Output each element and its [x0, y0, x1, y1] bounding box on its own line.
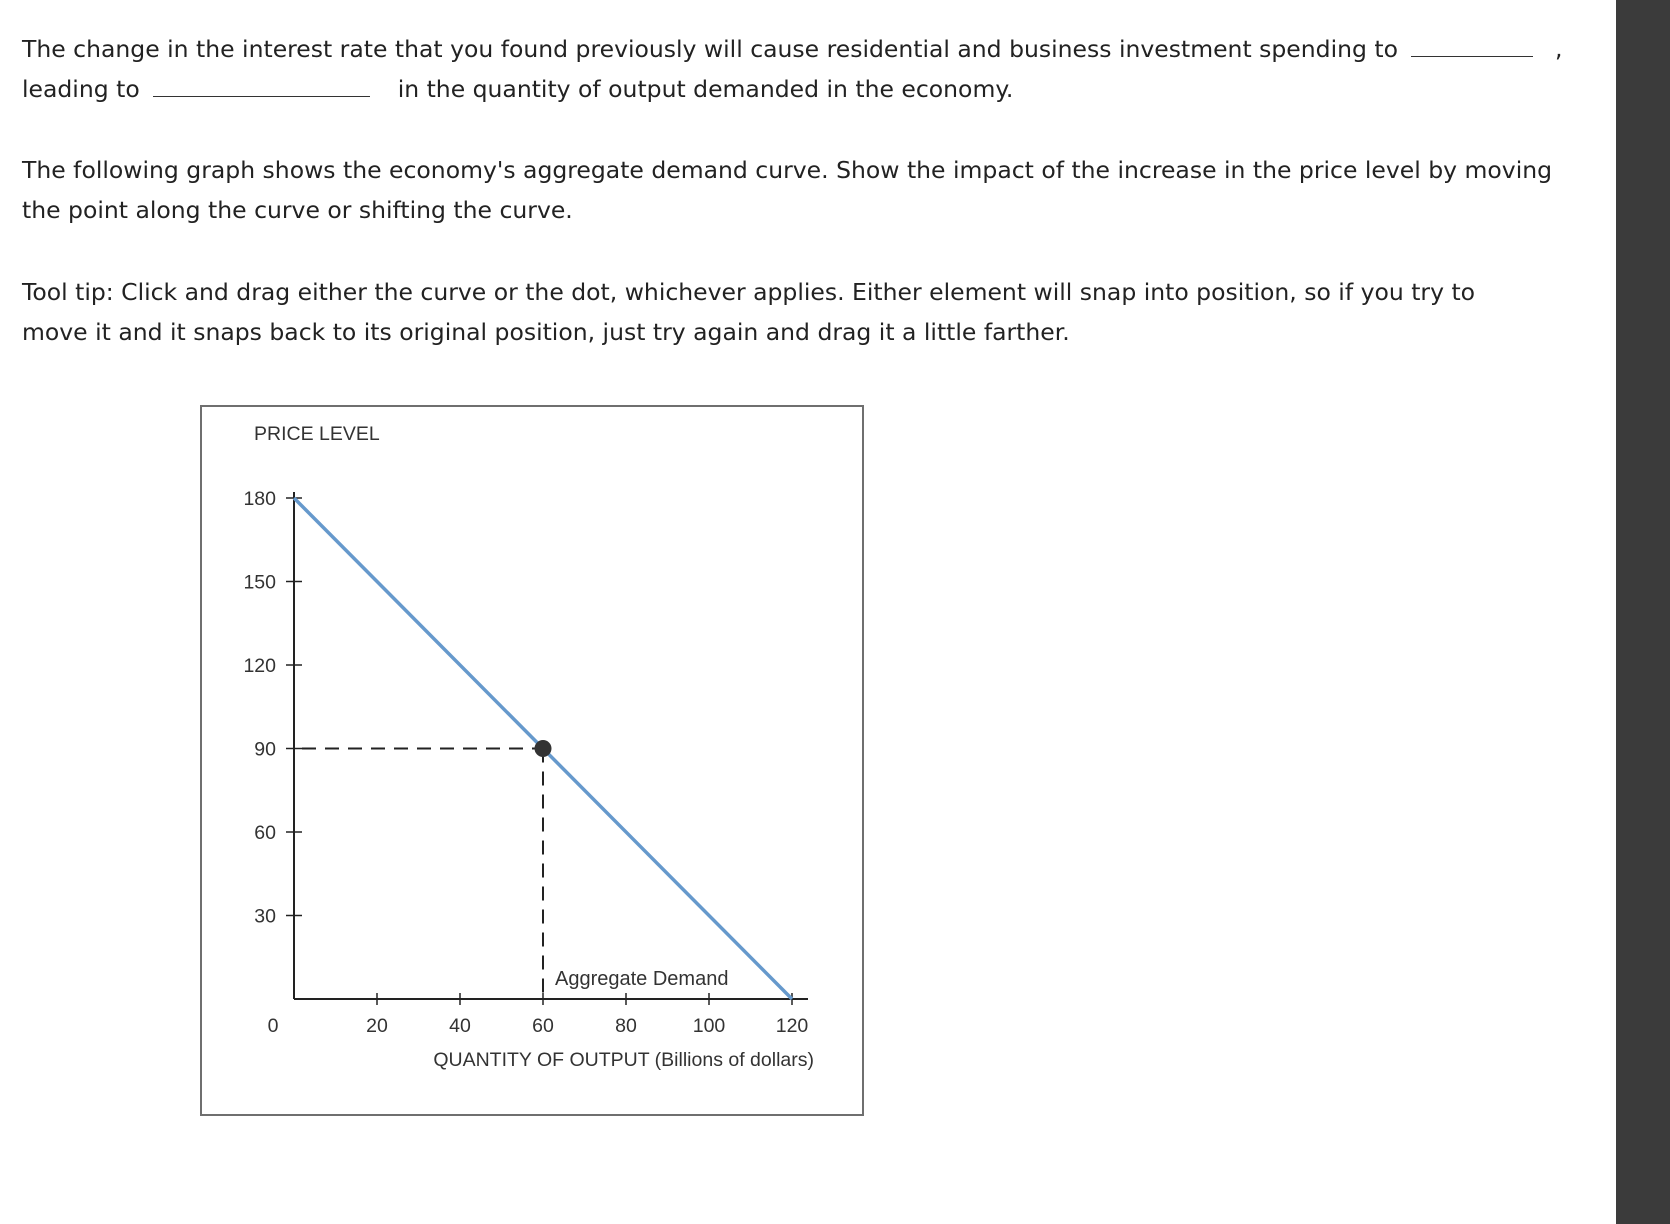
y-tick-label: 120	[243, 655, 276, 677]
y-axis-label: PRICE LEVEL	[254, 423, 380, 445]
investment-spending-dropdown[interactable]	[1411, 28, 1533, 57]
axes	[294, 492, 808, 999]
aggregate-demand-chart	[202, 407, 862, 1114]
y-tick-label: 60	[254, 822, 276, 844]
y-tick-label: 90	[254, 738, 276, 761]
comma-text: ,	[1554, 35, 1563, 63]
scrollbar[interactable]	[1616, 0, 1670, 1224]
y-tick-label: 150	[243, 571, 276, 594]
x-tick-label: 100	[692, 1015, 726, 1037]
series-label: Aggregate Demand	[555, 968, 729, 990]
y-tick-label: 180	[243, 488, 276, 510]
graph-panel	[200, 405, 864, 1116]
x-tick-label: 120	[775, 1015, 809, 1037]
x-tick-label: 80	[615, 1015, 637, 1037]
series-layer	[294, 498, 792, 999]
question-line-1	[22, 28, 1562, 69]
tooltip-line-1: Tool tip: Click and drag either the curve or the dot, whichever applies. Either element will snap into position, so if you try to	[22, 278, 1476, 306]
y-tick-label: 30	[254, 905, 276, 928]
question-text-part3: in the quantity of output demanded in the economy.	[397, 75, 1014, 103]
dashed-guides	[302, 749, 543, 1000]
origin-label: 0	[267, 1015, 279, 1037]
instructions-line-1: The following graph shows the economy's aggregate demand curve. Show the impact of the increase in the price level by moving	[22, 156, 1553, 184]
tooltip-line-2: move it and it snaps back to its original position, just try again and drag it a little farther.	[22, 318, 1070, 346]
question-text-part2: leading to	[22, 75, 140, 103]
instructions-line-2: the point along the curve or shifting the curve.	[22, 196, 573, 224]
output-demanded-dropdown[interactable]	[153, 68, 370, 97]
question-line-2	[22, 68, 1013, 109]
x-tick-label: 40	[449, 1015, 471, 1037]
x-tick-label: 60	[532, 1015, 554, 1037]
draggable-point[interactable]	[535, 740, 552, 757]
question-text-part1: The change in the interest rate that you found previously will cause residential and business investment spending to	[22, 35, 1398, 63]
x-axis-label: QUANTITY OF OUTPUT (Billions of dollars)	[433, 1049, 814, 1071]
x-tick-label: 20	[366, 1015, 388, 1037]
